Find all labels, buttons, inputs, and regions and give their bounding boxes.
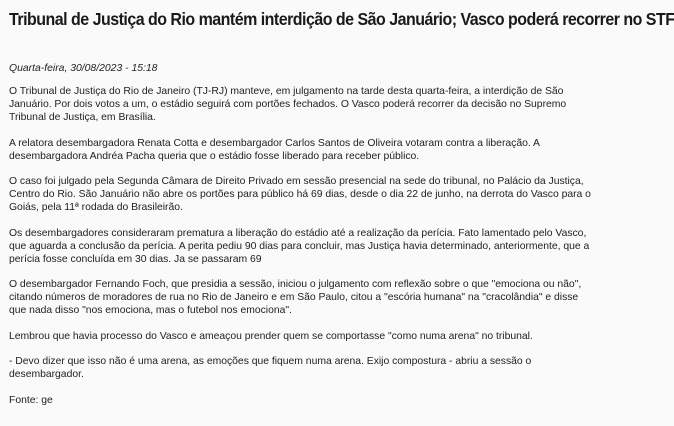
article-paragraph-1: O Tribunal de Justiça do Rio de Janeiro (TJ-RJ) manteve, em julgamento na tarde desta quarta-feira, a interdição de São Januário. Por dois votos a um, o estádio seguirá com portões fechados. O Vasco poderá recorrer da decisão no Supremo Tribunal de Justiça, em Brasília. bbox=[9, 86, 567, 123]
article-paragraph-3: O caso foi julgado pela Segunda Câmara de Direito Privado em sessão presencial na sede do tribunal, no Palácio da Justiça, Centro do Rio. São Januário não abre os portões para público há 69 dias, desde o dia 22 de junho, na derrota do Vasco para o Goiás, pela 11ª rodada do Brasileirão. bbox=[9, 176, 591, 213]
article-paragraph-4: Os desembargadores consideraram prematura a liberação do estádio até a realização da perícia. Fato lamentado pelo Vasco, que aguarda a conclusão da perícia. A perita pediu 90 dias para concluir, mas Justiça havia determinado, anteriormente, que a perícia fosse concluída em 30 dias. Ja se passaram 69 bbox=[9, 227, 590, 265]
article-source: Fonte: ge bbox=[9, 394, 53, 406]
article-title: Tribunal de Justiça do Rio mantém interdição de São Januário; Vasco poderá recorrer no STF bbox=[9, 9, 674, 29]
article-body bbox=[9, 85, 591, 407]
article-paragraph-2: A relatora desembargadora Renata Cotta e desembargador Carlos Santos de Oliveira votaram contra a liberação. A desembargadora Andréa Pacha queria que o estádio fosse liberado para receber público. bbox=[9, 137, 540, 162]
article-paragraph-6: Lembrou que havia processo do Vasco e ameaçou prender quem se comportasse "como numa arena" no tribunal. bbox=[9, 330, 533, 342]
article-date: Quarta-feira, 30/08/2023 - 15:18 bbox=[9, 63, 158, 74]
article-paragraph-5: O desembargador Fernando Foch, que presidia a sessão, iniciou o julgamento com reflexão sobre o que "emociona ou não", citando números de moradores de rua no Rio de Janeiro e em São Paulo, citou a "escória humana" na "cracolândia" e disse que nada disso "nos emociona, mas o futebol nos emociona". bbox=[9, 279, 582, 316]
article-paragraph-7: - Devo dizer que isso não é uma arena, as emoções que fiquem numa arena. Exijo compostura - abriu a sessão o desembargador. bbox=[9, 356, 532, 380]
